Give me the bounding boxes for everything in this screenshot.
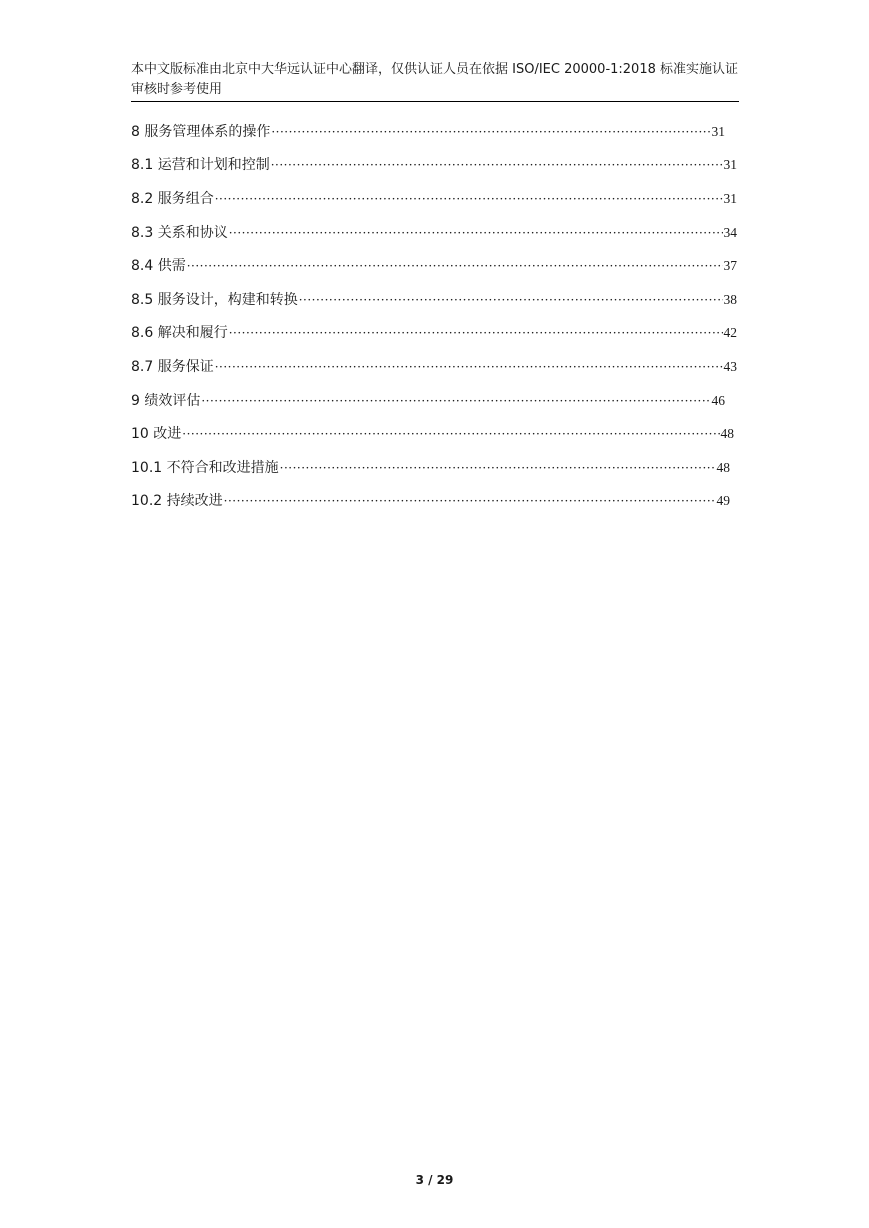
toc-dot-leader (271, 155, 723, 175)
toc-item-title: 8.6 解决和履行 (131, 325, 228, 342)
toc-item-page: 31 (711, 123, 725, 139)
toc-dot-leader (229, 223, 723, 243)
toc-item[interactable] (131, 115, 725, 149)
toc-item-page: 31 (723, 157, 737, 173)
toc-item-title: 8.1 运营和计划和控制 (131, 157, 270, 174)
toc-item[interactable] (131, 384, 725, 418)
toc-item-page: 48 (716, 459, 730, 475)
toc-dot-leader (182, 424, 719, 444)
toc-item[interactable] (131, 216, 737, 250)
page-header: 本中文版标准由北京中大华远认证中心翻译，仅供认证人员在依据 ISO/IEC 20000-1:2018 标准实施认证审核时参考使用 (131, 60, 739, 102)
toc-dot-leader (271, 122, 710, 142)
page-number-footer: 3 / 29 (415, 1173, 454, 1187)
toc-item[interactable] (131, 182, 737, 216)
toc-dot-leader (229, 323, 723, 343)
toc-item-page: 49 (716, 493, 730, 509)
toc-item-page: 38 (723, 291, 737, 307)
toc-item-title: 10.1 不符合和改进措施 (131, 459, 279, 476)
toc-dot-leader (299, 290, 723, 310)
toc-item-title: 10 改进 (131, 426, 182, 443)
toc-dot-leader (187, 256, 723, 276)
toc-item-page: 46 (711, 392, 725, 408)
toc-item-page: 34 (723, 224, 737, 240)
toc-item[interactable] (131, 417, 734, 451)
toc-item[interactable] (131, 249, 737, 283)
toc-dot-leader (215, 357, 723, 377)
toc-item-title: 8.2 服务组合 (131, 190, 214, 207)
toc-dot-leader (215, 189, 723, 209)
toc-item-title: 8.3 关系和协议 (131, 224, 228, 241)
toc-item-title: 8.7 服务保证 (131, 358, 214, 375)
toc-item[interactable] (131, 149, 737, 183)
toc-item-title: 8.4 供需 (131, 258, 186, 275)
toc-item[interactable] (131, 283, 737, 317)
toc-item-title: 10.2 持续改进 (131, 493, 223, 510)
toc-item-page: 31 (723, 190, 737, 206)
toc-dot-leader (201, 391, 710, 411)
toc-item-page: 43 (723, 358, 737, 374)
toc-item-title: 9 绩效评估 (131, 392, 201, 409)
toc-dot-leader (280, 458, 716, 478)
toc-item[interactable] (131, 317, 737, 351)
toc-item-page: 42 (723, 325, 737, 341)
toc-item-page: 37 (723, 258, 737, 274)
toc-item[interactable] (131, 350, 737, 384)
toc-item-title: 8 服务管理体系的操作 (131, 123, 271, 140)
toc-dot-leader (224, 491, 716, 511)
toc-item-title: 8.5 服务设计，构建和转换 (131, 291, 298, 308)
table-of-contents (131, 115, 739, 518)
toc-item[interactable] (131, 485, 730, 519)
toc-item-page: 48 (720, 426, 734, 442)
toc-item[interactable] (131, 451, 730, 485)
